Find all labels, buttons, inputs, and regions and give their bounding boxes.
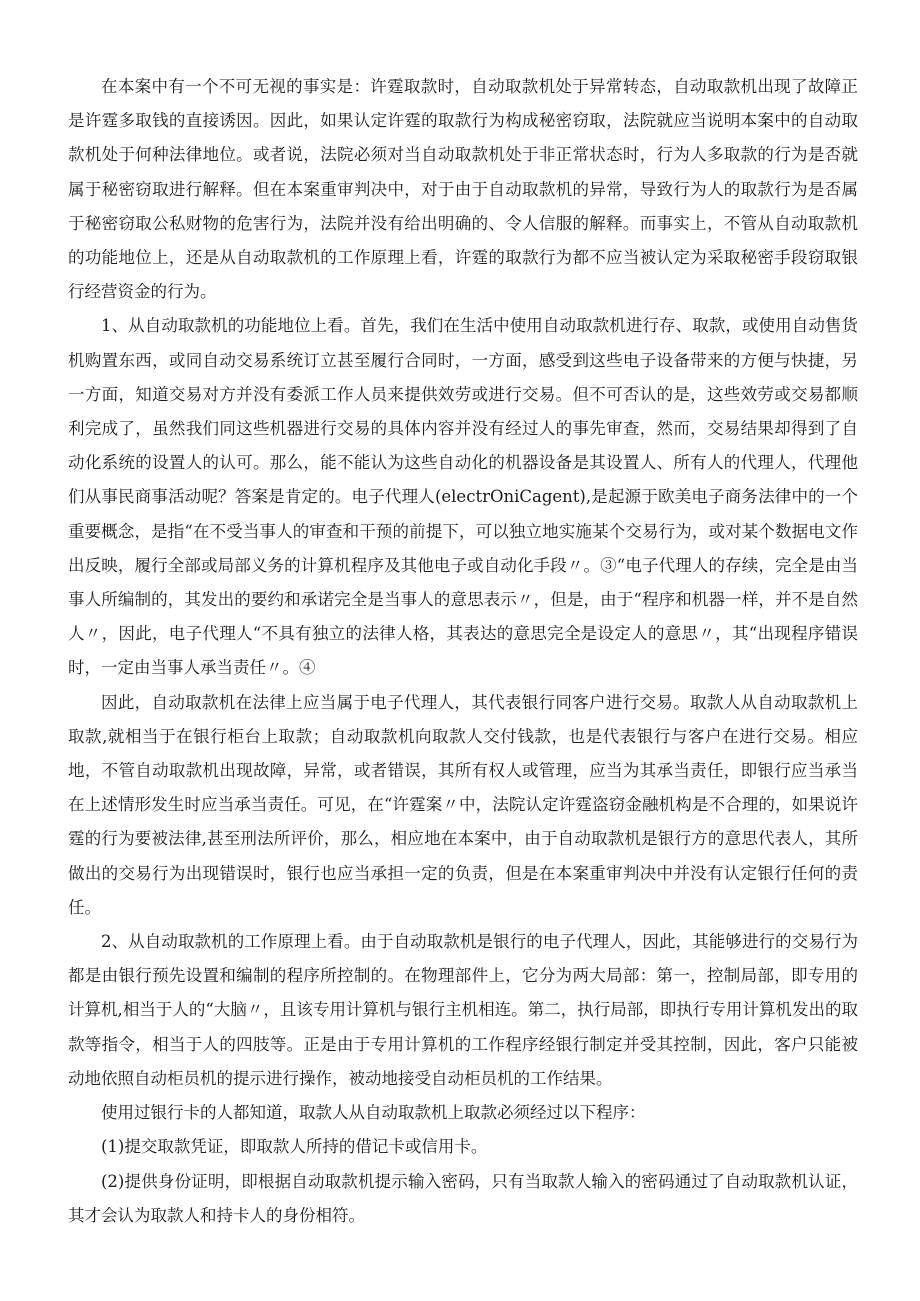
paragraph-step-1: (1)提交取款凭证，即取款人所持的借记卡或信用卡。 [101, 1137, 488, 1157]
paragraph-working-principle: 2、从自动取款机的工作原理上看。由于自动取款机是银行的电子代理人，因此，其能够进行的交易行为都是由银行预先设置和编制的程序所控制的。在物理部件上，它分为两大局部：第一，控制局部，即专用的计算机,相当于人的“大脑〃，且该专用计算机与银行主机相连。第二，执行局部，即执行专用计算机发出的取款等指令，相当于人的四肢等。正是由于专用计算机的工作程序经银行制定并受其控制，因此，客户只能被动地依照自动柜员机的提示进行操作，被动地接受自动柜员机的工作结果。 [68, 932, 858, 1088]
paragraph-step-2: (2)提供身份证明，即根据自动取款机提示输入密码，只有当取款人输入的密码通过了自动取款机认证，其才会认为取款人和持卡人的身份相符。 [68, 1171, 858, 1225]
paragraph-function-status: 1、从自动取款机的功能地位上看。首先，我们在生活中使用自动取款机进行存、取款，或使用自动售货机购置东西，或同自动交易系统订立甚至履行合同时，一方面，感受到这些电子设备带来的方便与快捷，另一方面，知道交易对方并没有委派工作人员来提供效劳或进行交易。但不可否认的是，这些效劳或交易都顺利完成了，虽然我们同这些机器进行交易的具体内容并没有经过人的事先审查，然而，交易结果却得到了自动化系统的设置人的认可。那么，能不能认为这些自动化的机器设备是其设置人、所有人的代理人，代理他们从事民商事活动呢？答案是肯定的。电子代理人(electrOniCagent),是起源于欧美电子商务法律中的一个重要概念，是指“在不受当事人的审查和干预的前提下，可以独立地实施某个交易行为，或对某个数据电文作出反映，履行全部或局部义务的计算机程序及其他电子或自动化手段〃。③“电子代理人的存续，完全是由当事人所编制的，其发出的要约和承诺完全是当事人的意思表示〃，但是，由于“程序和机器一样，并不是自然人〃，因此，电子代理人“不具有独立的法律人格，其表达的意思完全是设定人的意思〃，其“出现程序错误时，一定由当事人承当责任〃。④ [68, 316, 858, 678]
paragraph-procedure-intro: 使用过银行卡的人都知道，取款人从自动取款机上取款必须经过以下程序： [101, 1103, 646, 1123]
paragraph-electronic-agent: 因此，自动取款机在法律上应当属于电子代理人，其代表银行同客户进行交易。取款人从自动取款机上取款,就相当于在银行柜台上取款；自动取款机向取款人交付钱款，也是代表银行与客户在进行交易。相应地，不管自动取款机出现故障，异常，或者错误，其所有权人或管理，应当为其承当责任，即银行应当承当在上述情形发生时应当承当责任。可见，在“许霆案〃中，法院认定许霆盗窃金融机构是不合理的，如果说许霆的行为要被法律,甚至刑法所评价，那么，相应地在本案中，由于自动取款机是银行方的意思代表人，其所做出的交易行为出现错误时，银行也应当承担一定的负责，但是在本案重审判决中并没有认定银行任何的责任。 [68, 692, 858, 917]
document-body [68, 70, 858, 1233]
paragraph-intro: 在本案中有一个不可无视的事实是：许霆取款时，自动取款机处于异常转态，自动取款机出现了故障正是许霆多取钱的直接诱因。因此，如果认定许霆的取款行为构成秘密窃取，法院就应当说明本案中的自动取款机处于何种法律地位。或者说，法院必须对当自动取款机处于非正常状态时，行为人多取款的行为是否就属于秘密窃取进行解释。但在本案重审判决中，对于由于自动取款机的异常，导致行为人的取款行为是否属于秘密窃取公私财物的危害行为，法院并没有给出明确的、令人信服的解释。而事实上，不管从自动取款机的功能地位上，还是从自动取款机的工作原理上看，许霆的取款行为都不应当被认定为采取秘密手段窃取银行经营资金的行为。 [68, 77, 858, 302]
